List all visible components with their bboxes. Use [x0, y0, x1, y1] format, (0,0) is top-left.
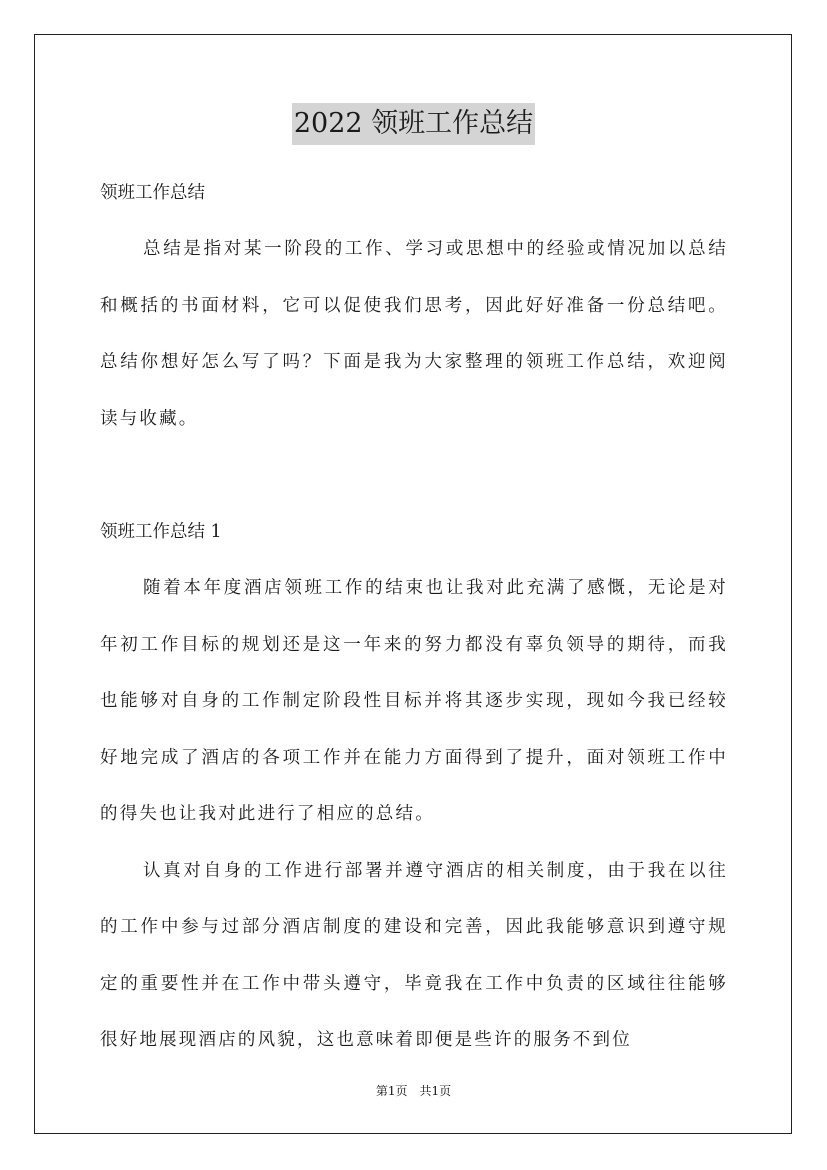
document-title-text: 2022 领班工作总结: [292, 103, 535, 145]
section1-paragraph-2: 认真对自身的工作进行部署并遵守酒店的相关制度，由于我在以往的工作中参与过部分酒店制度的建设和完善，因此我能够意识到遵守规定的重要性并在工作中带头遵守，毕竟我在工作中负责的区域往往能够很好地展现酒店的风貌，这也意味着即便是些许的服务不到位: [100, 860, 728, 1050]
document-body: [100, 165, 728, 1069]
page-footer: 第1页 共1页: [375, 1084, 452, 1098]
intro-paragraph: 总结是指对某一阶段的工作、学习或思想中的经验或情况加以总结和概括的书面材料，它可以促使我们思考，因此好好准备一份总结吧。总结你想好怎么写了吗？下面是我为大家整理的领班工作总结，欢迎阅读与收藏。: [100, 239, 728, 429]
section1-paragraph-1: 随着本年度酒店领班工作的结束也让我对此充满了感慨，无论是对年初工作目标的规划还是这一年来的努力都没有辜负领导的期待，而我也能够对自身的工作制定阶段性目标并将其逐步实现，现如今我已经较好地完成了酒店的各项工作并在能力方面得到了提升，面对领班工作中的得失也让我对此进行了相应的总结。: [100, 578, 728, 824]
document-title: [0, 102, 827, 145]
section-spacer: [100, 447, 728, 504]
intro-heading: 领班工作总结: [100, 183, 205, 203]
section1-heading: 领班工作总结 1: [100, 522, 222, 542]
